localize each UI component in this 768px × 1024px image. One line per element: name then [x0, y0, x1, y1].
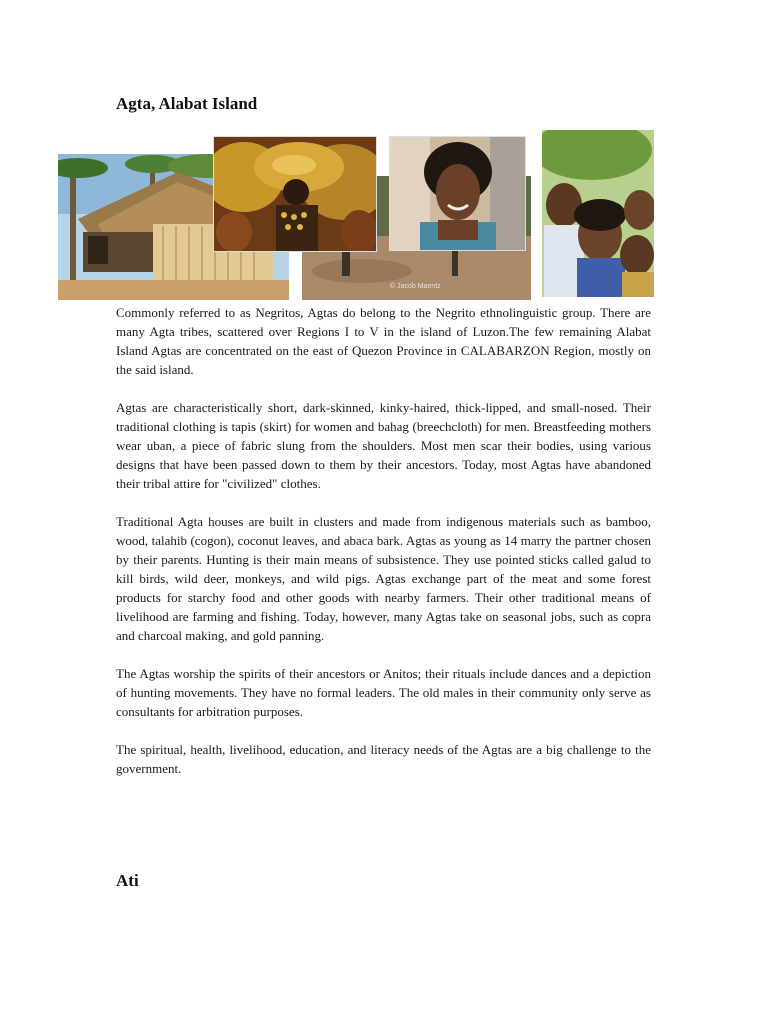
paragraph-2: Agtas are characteristically short, dark-skinned, kinky-haired, thick-lipped, and small-nosed. Their traditional clothing is tapis (skirt) for women and bahag (breechcloth) for men. Breastfeeding mothers wear uban, a piece of fabric slung from the shoulders. Most men scar their bodies, using various designs that have been passed down to them by their ancestors. Today, most Agtas have abandoned their tribal attire for "civilized" clothes. — [116, 400, 651, 491]
paragraph-1: Commonly referred to as Negritos, Agtas do belong to the Negrito ethnolinguistic group. There are many Agta tribes, scattered over Regions I to V in the island of Luzon.The few remaining Alabat Island Agtas are concentrated on the east of Quezon Province in CALABARZON Region, mostly on the said island. — [116, 305, 651, 377]
photo-group-of-children — [542, 130, 654, 297]
body-text — [116, 303, 651, 797]
photo-watermark: © Jacob Maentz — [390, 283, 441, 290]
paragraph-5: The spiritual, health, livelihood, education, and literacy needs of the Agtas are a big challenge to the government. — [116, 742, 651, 776]
section-title-ati: Ati — [116, 871, 139, 890]
photo-festival-dancer — [214, 137, 376, 251]
photo-smiling-girl — [390, 137, 525, 250]
section-title-agta: Agta, Alabat Island — [116, 94, 258, 113]
paragraph-3: Traditional Agta houses are built in clusters and made from indigenous materials such as bamboo, wood, talahib (cogon), coconut leaves, and abaca bark. Agtas as young as 14 marry the partner chosen by their parents. Hunting is their main means of subsistence. They use pointed sticks called galud to kill birds, wild deer, monkeys, and wild pigs. Agtas exchange part of the meat and some forest products for starchy food and other goods with nearby farmers. Their other traditional means of livelihood are farming and fishing. Today, however, many Agtas take on seasonal jobs, such as copra and charcoal making, and gold panning. — [116, 514, 651, 643]
paragraph-4: The Agtas worship the spirits of their ancestors or Anitos; their rituals include dances and a depiction of hunting movements. They have no formal leaders. The old males in their community only serve as consultants for arbitration purposes. — [116, 666, 651, 719]
